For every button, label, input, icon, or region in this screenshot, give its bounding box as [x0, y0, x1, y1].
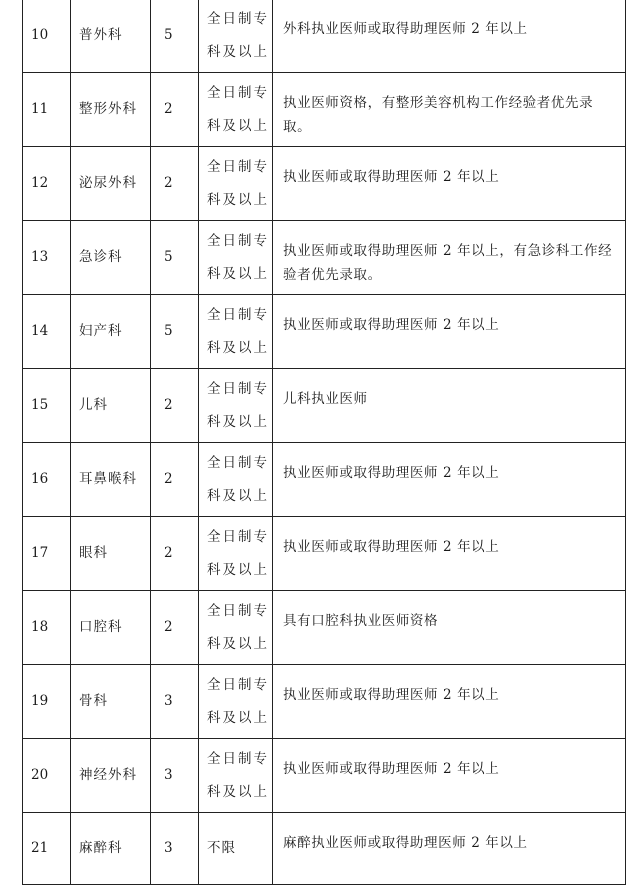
- headcount-cell: 3: [151, 665, 199, 739]
- requirement-cell: [273, 295, 626, 369]
- education-cell: 不限: [199, 813, 273, 885]
- department-cell: 泌尿外科: [71, 147, 151, 221]
- requirement-text: 执业医师资格，有整形美容机构工作经验者优先录取。: [283, 95, 594, 135]
- education-line: 全日制专: [207, 307, 269, 324]
- requirement-text: 外科执业医师或取得助理医师 2 年以上: [283, 21, 528, 37]
- row-number: 15: [23, 369, 71, 443]
- education-line: 科及以上: [207, 709, 269, 726]
- requirement-text: 执业医师或取得助理医师 2 年以上: [283, 687, 500, 703]
- education-line: 全日制专: [207, 529, 269, 546]
- requirement-text: 麻醉执业医师或取得助理医师 2 年以上: [283, 835, 528, 851]
- row-number: 16: [23, 443, 71, 517]
- headcount-cell: 5: [151, 295, 199, 369]
- recruitment-table: [22, 0, 626, 885]
- requirement-text: 执业医师或取得助理医师 2 年以上: [283, 539, 500, 555]
- requirement-cell: [273, 591, 626, 665]
- education-cell: [199, 665, 273, 739]
- headcount-cell: 2: [151, 517, 199, 591]
- education-cell: [199, 0, 273, 73]
- requirement-cell: [273, 665, 626, 739]
- education-cell: [199, 221, 273, 295]
- education-line: 科及以上: [207, 487, 269, 504]
- table-row: [23, 739, 626, 813]
- education-line: 全日制专: [207, 455, 269, 472]
- table-row: [23, 517, 626, 591]
- table-row: [23, 0, 626, 73]
- requirement-cell: [273, 147, 626, 221]
- requirement-cell: [273, 369, 626, 443]
- requirement-text: 儿科执业医师: [283, 391, 368, 407]
- department-cell: 耳鼻喉科: [71, 443, 151, 517]
- education-cell: [199, 739, 273, 813]
- requirement-cell: [273, 0, 626, 73]
- education-line: 科及以上: [207, 191, 269, 208]
- education-line: 全日制专: [207, 233, 269, 250]
- headcount-cell: 3: [151, 813, 199, 885]
- table-row: [23, 147, 626, 221]
- education-line: 科及以上: [207, 265, 269, 282]
- table-row: [23, 295, 626, 369]
- headcount-cell: 2: [151, 591, 199, 665]
- row-number: 14: [23, 295, 71, 369]
- requirement-cell: [273, 443, 626, 517]
- department-cell: 眼科: [71, 517, 151, 591]
- headcount-cell: 5: [151, 221, 199, 295]
- education-cell: [199, 443, 273, 517]
- education-line: 全日制专: [207, 603, 269, 620]
- table-row: [23, 591, 626, 665]
- department-cell: 口腔科: [71, 591, 151, 665]
- education-line: 科及以上: [207, 43, 269, 60]
- education-line: 科及以上: [207, 117, 269, 134]
- row-number: 10: [23, 0, 71, 73]
- table-row: [23, 665, 626, 739]
- row-number: 11: [23, 73, 71, 147]
- education-line: 科及以上: [207, 561, 269, 578]
- requirement-text: 执业医师或取得助理医师 2 年以上: [283, 169, 500, 185]
- requirement-cell: [273, 73, 626, 147]
- department-cell: 麻醉科: [71, 813, 151, 885]
- table-row: [23, 221, 626, 295]
- education-line: 科及以上: [207, 339, 269, 356]
- requirement-text: 执业医师或取得助理医师 2 年以上: [283, 317, 500, 333]
- department-cell: 整形外科: [71, 73, 151, 147]
- requirement-text: 执业医师或取得助理医师 2 年以上: [283, 761, 500, 777]
- row-number: 21: [23, 813, 71, 885]
- headcount-cell: 5: [151, 0, 199, 73]
- department-cell: 普外科: [71, 0, 151, 73]
- education-line: 全日制专: [207, 159, 269, 176]
- education-line: 科及以上: [207, 783, 269, 800]
- row-number: 17: [23, 517, 71, 591]
- department-cell: 儿科: [71, 369, 151, 443]
- headcount-cell: 2: [151, 147, 199, 221]
- requirement-cell: [273, 813, 626, 885]
- row-number: 19: [23, 665, 71, 739]
- requirement-cell: [273, 221, 626, 295]
- row-number: 12: [23, 147, 71, 221]
- headcount-cell: 2: [151, 443, 199, 517]
- department-cell: 急诊科: [71, 221, 151, 295]
- education-line: 科及以上: [207, 635, 269, 652]
- education-line: 全日制专: [207, 85, 269, 102]
- education-line: 全日制专: [207, 677, 269, 694]
- table-row: [23, 813, 626, 885]
- table-row: [23, 73, 626, 147]
- requirement-text: 执业医师或取得助理医师 2 年以上: [283, 465, 500, 481]
- headcount-cell: 2: [151, 73, 199, 147]
- education-cell: [199, 369, 273, 443]
- education-line: 全日制专: [207, 751, 269, 768]
- row-number: 20: [23, 739, 71, 813]
- headcount-cell: 2: [151, 369, 199, 443]
- education-line: 全日制专: [207, 381, 269, 398]
- education-line: 科及以上: [207, 413, 269, 430]
- row-number: 13: [23, 221, 71, 295]
- education-cell: [199, 73, 273, 147]
- education-line: 全日制专: [207, 11, 269, 28]
- education-cell: [199, 517, 273, 591]
- department-cell: 神经外科: [71, 739, 151, 813]
- table-row: [23, 369, 626, 443]
- requirement-text: 具有口腔科执业医师资格: [283, 613, 439, 629]
- requirement-cell: [273, 739, 626, 813]
- requirement-text: 执业医师或取得助理医师 2 年以上，有急诊科工作经验者优先录取。: [283, 243, 613, 283]
- row-number: 18: [23, 591, 71, 665]
- headcount-cell: 3: [151, 739, 199, 813]
- requirement-cell: [273, 517, 626, 591]
- education-cell: [199, 591, 273, 665]
- recruitment-table-container: [22, 0, 626, 885]
- table-row: [23, 443, 626, 517]
- department-cell: 妇产科: [71, 295, 151, 369]
- department-cell: 骨科: [71, 665, 151, 739]
- education-cell: [199, 147, 273, 221]
- education-cell: [199, 295, 273, 369]
